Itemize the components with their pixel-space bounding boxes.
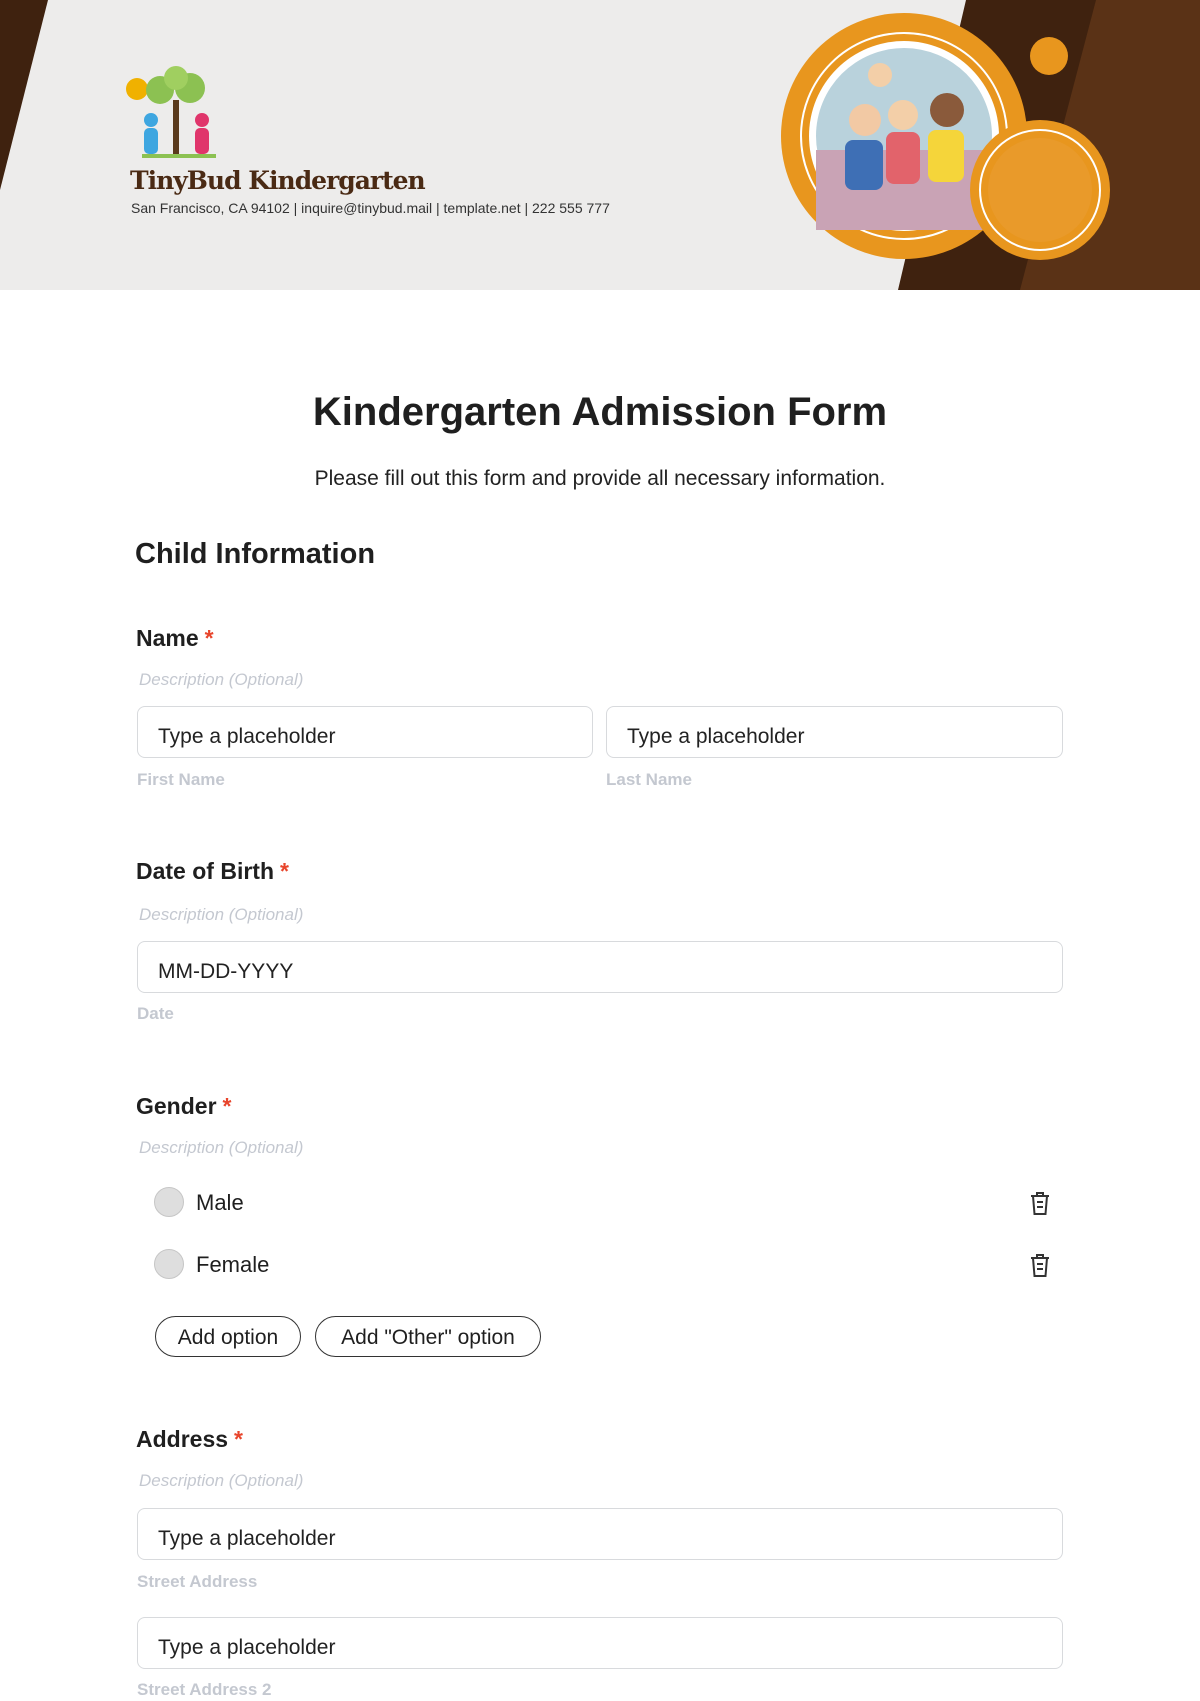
radio-male[interactable] xyxy=(154,1187,184,1217)
dob-description[interactable]: Description (Optional) xyxy=(139,905,304,924)
brand-name: TinyBud Kindergarten xyxy=(130,166,425,195)
add-option-button[interactable]: Add option xyxy=(155,1316,301,1357)
trash-icon[interactable] xyxy=(1028,1189,1052,1222)
add-other-option-button[interactable]: Add "Other" option xyxy=(315,1316,541,1357)
children-photo xyxy=(816,48,992,230)
radio-female[interactable] xyxy=(154,1249,184,1279)
required-mark: * xyxy=(280,858,289,884)
street-address-2-sublabel: Street Address 2 xyxy=(137,1680,272,1699)
dob-input[interactable]: MM-DD-YYYY xyxy=(137,941,1063,993)
dob-sublabel: Date xyxy=(137,1004,174,1023)
last-name-input[interactable]: Type a placeholder xyxy=(606,706,1063,758)
name-description[interactable]: Description (Optional) xyxy=(139,670,304,689)
address-label: Address * xyxy=(136,1426,243,1452)
section-heading: Child Information xyxy=(135,538,376,570)
header-background xyxy=(0,0,1200,290)
name-label: Name * xyxy=(136,625,214,651)
trash-icon[interactable] xyxy=(1028,1251,1052,1284)
first-name-input[interactable]: Type a placeholder xyxy=(137,706,593,758)
street-address-sublabel: Street Address xyxy=(137,1572,258,1591)
gender-label: Gender * xyxy=(136,1093,232,1119)
required-mark: * xyxy=(234,1426,243,1452)
form-subtitle: Please fill out this form and provide all necessary information. xyxy=(314,467,886,490)
option-male-label[interactable]: Male xyxy=(196,1190,244,1215)
gender-description[interactable]: Description (Optional) xyxy=(139,1138,304,1157)
last-name-sublabel: Last Name xyxy=(606,770,692,789)
option-female-label[interactable]: Female xyxy=(196,1252,270,1277)
street-address-input[interactable]: Type a placeholder xyxy=(137,1508,1063,1560)
required-mark: * xyxy=(204,625,214,651)
contact-info: San Francisco, CA 94102 | inquire@tinybud.mail | template.net | 222 555 777 xyxy=(131,200,610,216)
dob-label: Date of Birth * xyxy=(136,858,289,884)
street-address-2-input[interactable]: Type a placeholder xyxy=(137,1617,1063,1669)
first-name-sublabel: First Name xyxy=(137,770,225,789)
address-description[interactable]: Description (Optional) xyxy=(139,1471,304,1490)
header-banner xyxy=(0,0,1200,290)
required-mark: * xyxy=(222,1093,232,1119)
form-title: Kindergarten Admission Form xyxy=(312,390,888,434)
